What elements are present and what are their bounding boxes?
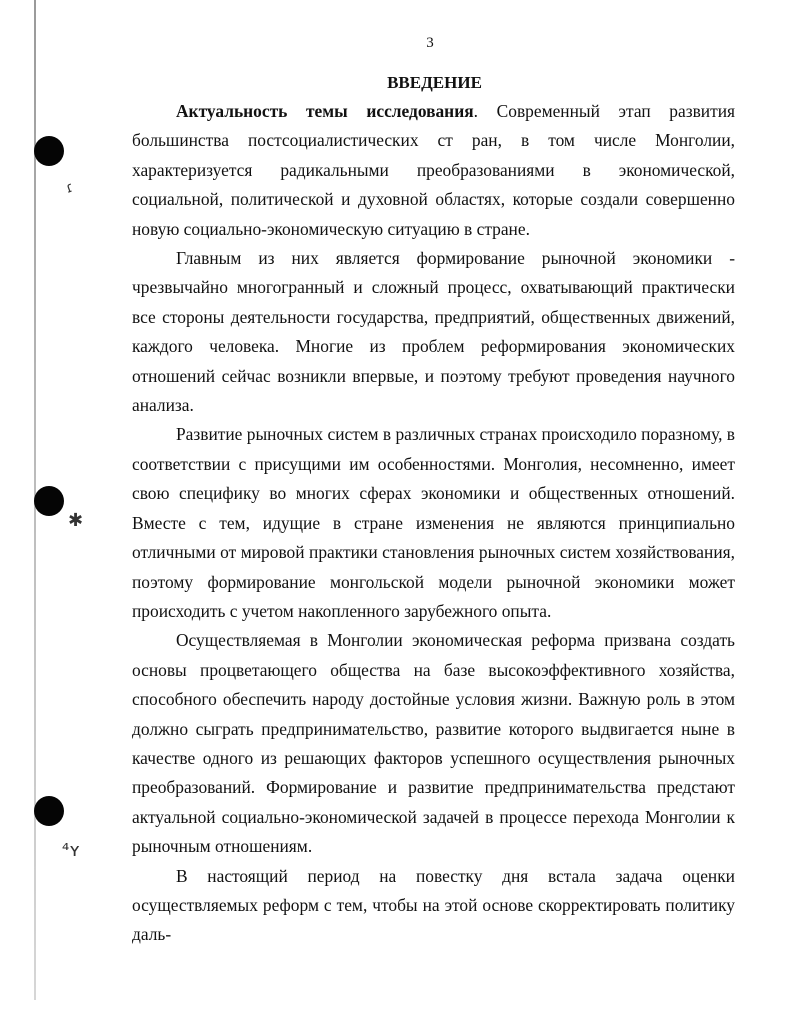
page-title: ВВЕДЕНИЕ [387, 73, 482, 92]
paragraph: В настоящий период на повестку дня встала задача оценки осуществляемых реформ с тем, чтобы на этой основе скорректировать политику даль- [132, 865, 735, 945]
paragraph: Развитие рыночных систем в различных странах происходило поразному, в соответствии с присущими им особенностями. Монголия, несомненно, имеет свою специфику во многих сферах экономики и общественных отношений. Вместе с тем, идущие в стране изменения не являются принципиально отличными от мировой практики становления рыночных систем хозяйствования, поэтому формирование монгольской модели рыночной экономики может происходить с учетом накопленного зарубежного опыта. [132, 424, 735, 621]
paragraph: Главным из них является формирование рыночной экономики - чрезвычайно многогранный и сложный процесс, охватывающий практически все стороны деятельности государства, предприятий, общественных движений, каждого человека. Многие из проблем реформирования экономических отношений сейчас возникли впервые, и поэтому требуют проведения научного анализа. [132, 248, 735, 416]
document-body [132, 70, 735, 950]
scan-artifact: ⁴ʏ [62, 840, 81, 861]
paragraph-text: . Современный этап развития большинства постсоциалистических ст ран, в том числе Монголии, характеризуется радикальными преобразованиями в экономической, социальной, политической и духовной областях, которые создали совершенно новую социально-экономическую ситуацию в стране. [132, 101, 735, 239]
punch-hole [34, 486, 64, 516]
scan-artifact: ✱ [68, 510, 84, 531]
paragraph: Осуществляемая в Монголии экономическая реформа призвана создать основы процветающего общества на базе высокоэффективного хозяйства, способного обеспечить народу достойные условия жизни. Важную роль в этом должно сыграть предпринимательство, развитие которого выдвигается ныне в качестве одного из решающих факторов успешного осуществления рыночных преобразований. Формирование и развитие предпринимательства предстают актуальной социально-экономической задачей в процессе перехода Монголии к рыночным отношениям. [132, 630, 735, 857]
punch-hole [34, 136, 64, 166]
page-number: 3 [426, 35, 434, 51]
paragraph-lead: Актуальность темы исследования [176, 101, 474, 121]
punch-hole [34, 796, 64, 826]
scan-artifact: ɾ [63, 179, 76, 197]
paragraph-relevance [132, 97, 735, 244]
